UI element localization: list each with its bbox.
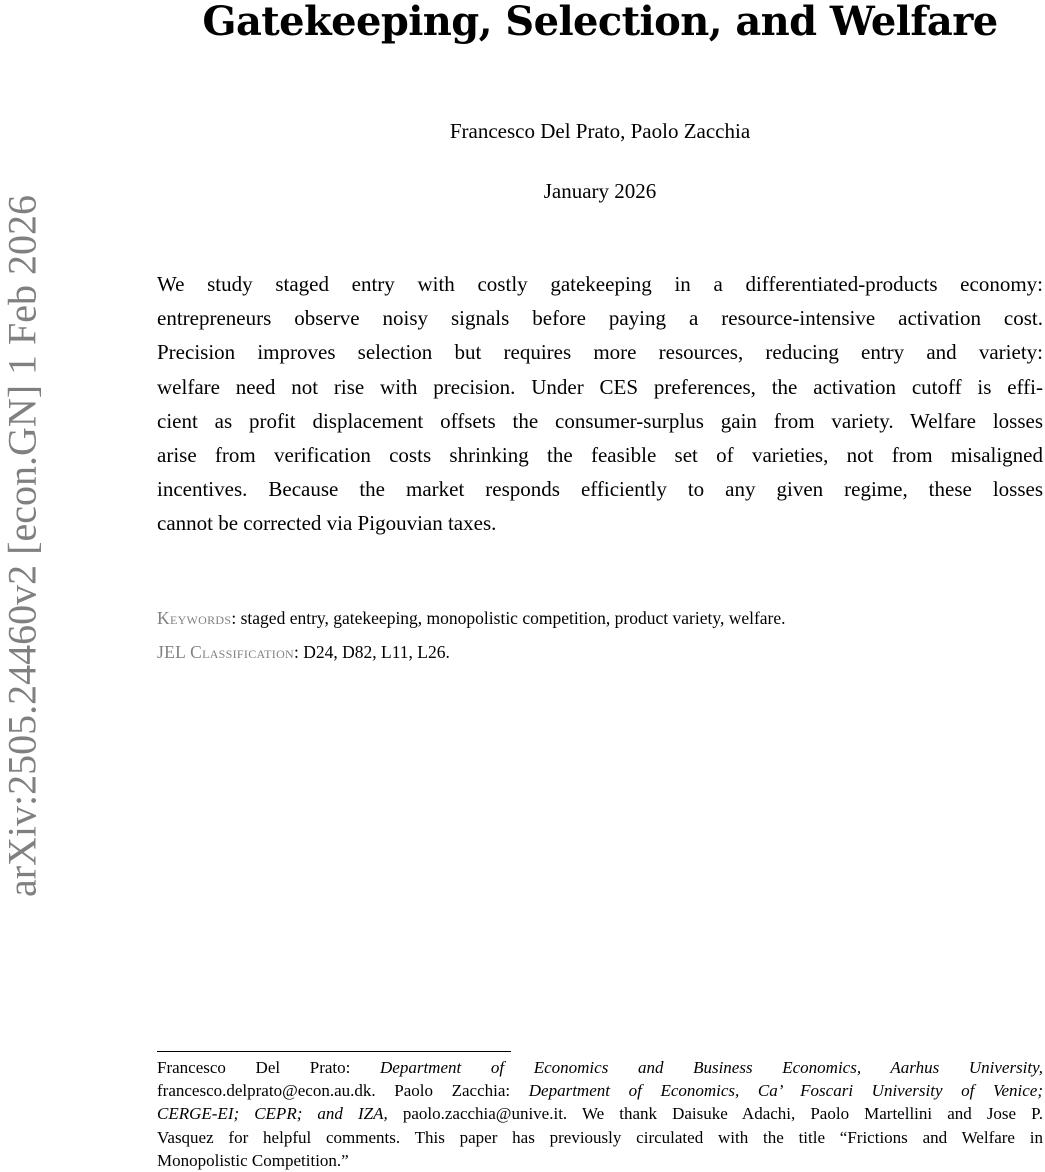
author-list: Francesco Del Prato, Paolo Zacchia [449,119,751,143]
jel-classification [157,640,1043,664]
footnote-line: Monopolistic Competition.” [157,1150,349,1170]
abstract-line: arise from verification costs shrinking the feasible set of varieties, not from misaligned [157,443,1043,468]
jel-label: JEL Classification [157,642,294,662]
abstract-line: cient as profit displacement offsets the consumer-surplus gain from variety. Welfare losses [157,408,1043,433]
footnote-line [157,1056,1043,1079]
footnote-rule [157,1051,511,1052]
keywords-text: : staged entry, gatekeeping, monopolistic competition, product variety, welfare. [231,608,786,628]
paper-title: Gatekeeping, Selection, and Welfare [202,0,998,45]
abstract [157,267,1043,541]
keywords [157,606,1043,630]
keywords-label: Keywords [157,608,232,628]
footnote-email-1: francesco.delprato@econ.au.dk. Paolo Zacchia: [157,1081,529,1101]
abstract-line: cannot be corrected via Pigouvian taxes. [157,511,497,536]
footnote-line: Vasquez for helpful comments. This paper has previously circulated with the title “Frictions and Welfare in [157,1127,1043,1147]
abstract-line: We study staged entry with costly gatekeeping in a differentiated-products economy: [157,272,1043,296]
footnote [157,1056,1043,1172]
publication-date: January 2026 [543,179,657,203]
abstract-line: Precision improves selection but requires more resources, reducing entry and variety: [157,340,1043,365]
abstract-line: incentives. Because the market responds efficiently to any given regime, these losses [157,477,1043,502]
arxiv-stamp [0,0,50,1171]
abstract-line: entrepreneurs observe noisy signals before paying a resource-intensive activation cost. [157,306,1043,331]
abstract-line: welfare need not rise with precision. Under CES preferences, the activation cutoff is effi- [157,374,1043,399]
footnote-line [157,1102,1043,1125]
footnote-affiliation-3: CERGE-EI; CEPR; and IZA, [157,1104,388,1124]
arxiv-stamp-text: arXiv:2505.24460v2 [econ.GN] 1 Feb 2026 [0,194,45,898]
footnote-author-1: Francesco Del Prato: [157,1058,380,1077]
footnote-affiliation-2: Department of Economics, Ca’ Foscari University of Venice; [528,1081,1043,1101]
footnote-line [157,1079,1043,1102]
footnote-affiliation-1: Department of Economics and Business Economics, Aarhus University, [380,1058,1043,1077]
footnote-email-2: paolo.zacchia@unive.it. We thank Daisuke Adachi, Paolo Martellini and Jose P. [387,1104,1043,1124]
jel-text: : D24, D82, L11, L26. [294,642,450,662]
